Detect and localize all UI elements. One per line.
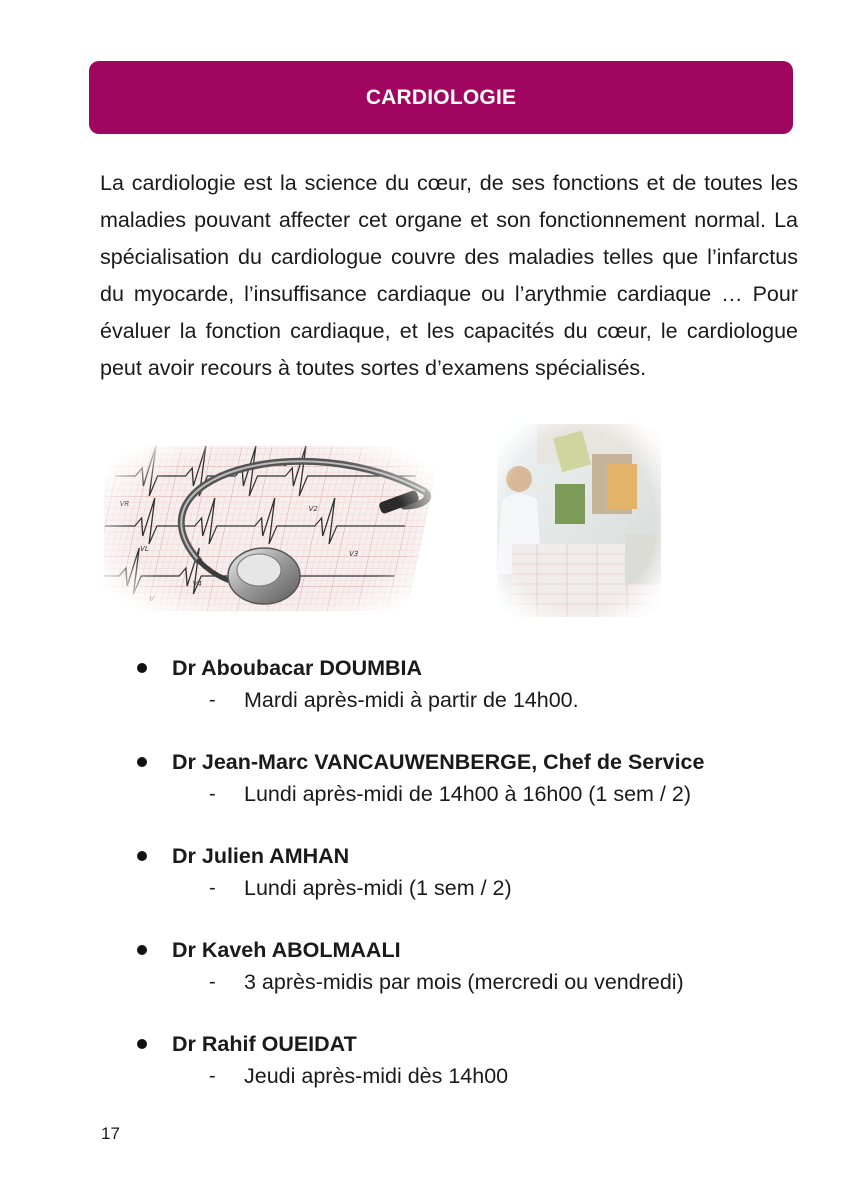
doctor-name: Dr Aboubacar DOUMBIA (172, 655, 423, 680)
dash-marker: - (209, 688, 216, 711)
stethoscope-ecg-photo (104, 436, 434, 620)
bullet-icon (137, 757, 147, 767)
doctor-schedule: Lundi après-midi de 14h00 à 16h00 (1 sem / 2) (244, 781, 691, 806)
dash-marker: - (209, 876, 216, 899)
doctor-entry (137, 1028, 797, 1092)
bullet-icon (137, 663, 147, 673)
doctor-schedule: 3 après-midis par mois (mercredi ou vendredi) (244, 969, 684, 994)
dash-marker: - (209, 970, 216, 993)
dash-marker: - (209, 1064, 216, 1087)
intro-paragraph: La cardiologie est la science du cœur, de ses fonctions et de toutes les maladies pouvant affecter cet organe et son fonctionnement normal. La spécialisation du cardiologue couvre des maladies telles que l’infarctus du myocarde, l’insuffisance cardiaque ou l’arythmie cardiaque … Pour évaluer la fonction cardiaque, et les capacités du cœur, le cardiologue peut avoir recours à toutes sortes d’examens spécialisés. (100, 171, 798, 380)
doctor-name: Dr Kaveh ABOLMAALI (172, 937, 401, 962)
doctor-entry (137, 840, 797, 904)
doctor-schedule: Lundi après-midi (1 sem / 2) (244, 875, 512, 900)
bullet-icon (137, 851, 147, 861)
doctor-entry (137, 934, 797, 998)
section-banner (89, 61, 793, 134)
doctor-entry (137, 746, 797, 810)
doctor-name: Dr Julien AMHAN (172, 843, 350, 868)
page-title: CARDIOLOGIE (365, 85, 517, 109)
doctor-entry (137, 652, 797, 716)
bullet-icon (137, 1039, 147, 1049)
doctor-list (137, 652, 797, 1122)
doctor-name: Dr Rahif OUEIDAT (172, 1031, 357, 1056)
lab-technician-photo (497, 424, 661, 617)
doctor-name: Dr Jean-Marc VANCAUWENBERGE, Chef de Service (172, 749, 705, 774)
page-number: 17 (101, 1124, 120, 1143)
dash-marker: - (209, 782, 216, 805)
doctor-schedule: Jeudi après-midi dès 14h00 (244, 1063, 509, 1088)
doctor-schedule: Mardi après-midi à partir de 14h00. (244, 687, 579, 712)
bullet-icon (137, 945, 147, 955)
